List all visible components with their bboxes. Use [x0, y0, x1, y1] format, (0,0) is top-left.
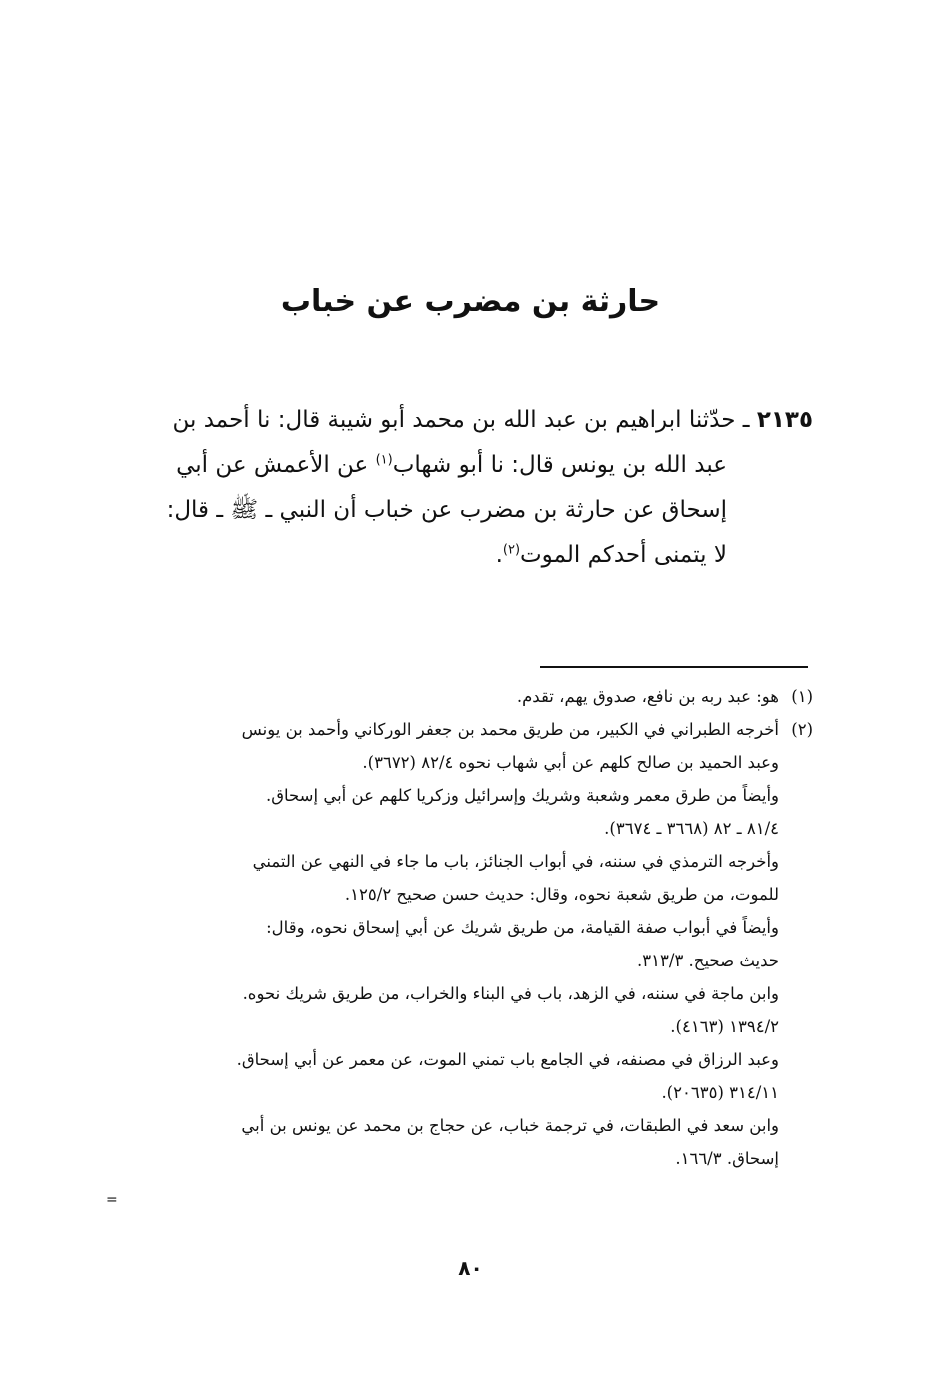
footnote-2-line: حديث صحيح. ٣١٣/٣. — [637, 951, 779, 970]
footnote-separator — [540, 666, 808, 668]
hadith-number: ٢١٣٥ — [756, 407, 813, 433]
footnote-2-line: وعبد الرزاق في مصنفه، في الجامع باب تمني الموت، عن معمر عن أبي إسحاق. — [236, 1050, 779, 1069]
footnote-2-line: وأيضاً في أبواب صفة القيامة، من طريق شريك عن أبي إسحاق نحوه، وقال: — [266, 918, 779, 937]
footnotes — [113, 680, 813, 1175]
footnote-2-line: للموت، من طريق شعبة نحوه، وقال: حديث حسن صحيح ١٢٥/٢. — [344, 885, 779, 904]
footnote-2-line: وابن سعد في الطبقات، في ترجمة خباب، عن حجاج بن محمد عن يونس بن أبي — [241, 1116, 779, 1135]
footnote-2-line: ٣١٤/١١ (٢٠٦٣٥). — [661, 1083, 779, 1102]
footnote-2 — [113, 713, 813, 746]
hadith-line-1 — [113, 398, 813, 443]
hadith-line-3-text: إسحاق عن حارثة بن مضرب عن خباب أن النبي ـ ﷺ ـ قال: — [166, 497, 727, 523]
footnote-2-number: (٢) — [791, 720, 813, 739]
footnote-2-line: وابن ماجة في سننه، في الزهد، باب في البناء والخراب، من طريق شريك نحوه. — [242, 984, 779, 1003]
footnote-ref-2[interactable]: (٢) — [502, 542, 521, 558]
hadith-line-2-text-b: عن الأعمش عن أبي — [176, 452, 369, 478]
hadith-line-1-text: ـ حدّثنا ابراهيم بن عبد الله بن محمد أبو شيبة قال: نا أحمد بن — [172, 407, 750, 433]
hadith-line-4 — [113, 533, 813, 578]
footnote-2-line: ١٣٩٤/٢ (٤١٦٣). — [670, 1017, 779, 1036]
page-number: ٨٠ — [458, 1256, 483, 1280]
hadith-line-3 — [113, 488, 813, 533]
footnote-1-text: هو: عبد ربه بن نافع، صدوق يهم، تقدم. — [516, 687, 779, 706]
footnote-2-line: إسحاق. ١٦٦/٣. — [675, 1149, 779, 1168]
footnote-2-line: ٨١/٤ ـ ٨٢ (٣٦٦٨ ـ ٣٦٧٤). — [604, 819, 779, 838]
footnote-ref-1[interactable]: (١) — [375, 452, 393, 468]
hadith-text — [113, 398, 813, 578]
footnote-2-line: وأيضاً من طرق معمر وشعبة وشريك وإسرائيل وزكريا كلهم عن أبي إسحاق. — [265, 786, 779, 805]
hadith-line-2-text-a: عبد الله بن يونس قال: نا أبو شهاب — [392, 452, 727, 478]
footnote-2-line: وعبد الحميد بن صالح كلهم عن أبي شهاب نحوه ٨٢/٤ (٣٦٧٢). — [362, 753, 779, 772]
hadith-line-4-text: لا يتمنى أحدكم الموت — [520, 542, 727, 568]
footnote-1 — [113, 680, 813, 713]
footnote-2-line: أخرجه الطبراني في الكبير، من طريق محمد بن جعفر الوركاني وأحمد بن يونس — [241, 720, 779, 739]
hadith-line-2 — [113, 443, 813, 488]
footnote-1-number: (١) — [791, 687, 813, 706]
hadith-line-4-end: . — [495, 542, 503, 568]
continuation-marker: = — [106, 1192, 118, 1208]
footnote-2-line: وأخرجه الترمذي في سننه، في أبواب الجنائز، باب ما جاء في النهي عن التمني — [252, 852, 779, 871]
section-heading: حارثة بن مضرب عن خباب — [280, 284, 661, 319]
